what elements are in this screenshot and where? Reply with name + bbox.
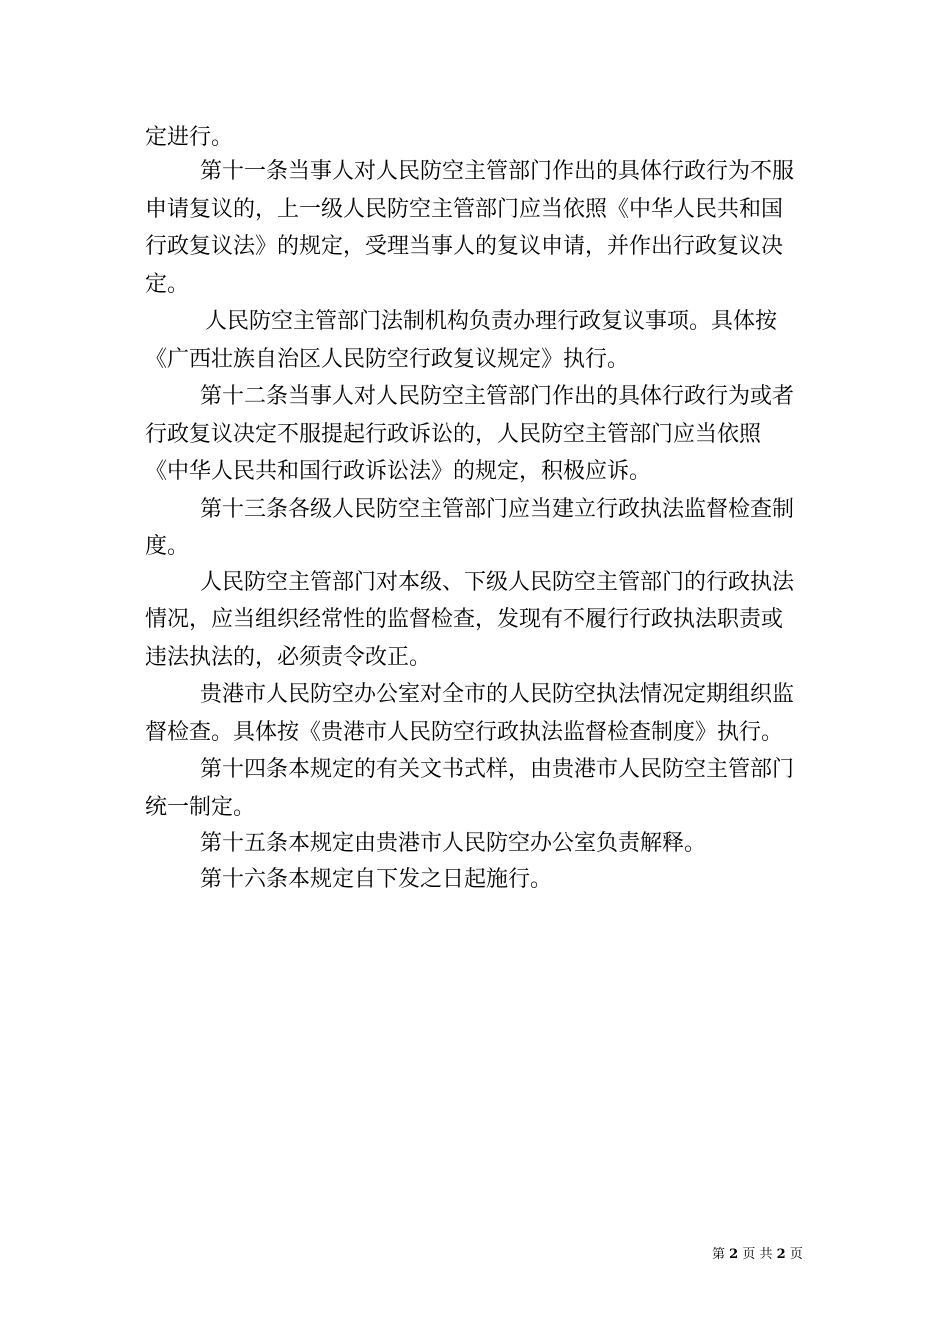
- article-11-line: 第十一条当事人对人民防空主管部门作出的具体行政行为不服: [200, 159, 795, 184]
- article-15-line: 第十五条本规定由贵港市人民防空办公室负责解释。: [200, 831, 707, 856]
- paragraph-line: 督检查。具体按《贵港市人民防空行政执法监督检查制度》执行。: [145, 720, 784, 745]
- paragraph-line: 行政复议法》的规定，受理当事人的复议申请，并作出行政复议决: [145, 234, 784, 259]
- paragraph-line: 贵港市人民防空办公室对全市的人民防空执法情况定期组织监: [200, 682, 795, 707]
- article-13-line: 第十三条各级人民防空主管部门应当建立行政执法监督检查制: [200, 497, 795, 522]
- article-16-line: 第十六条本规定自下发之日起施行。: [200, 867, 553, 892]
- footer-suffix: 页: [789, 1247, 803, 1262]
- footer-prefix: 第: [712, 1247, 726, 1262]
- current-page-number: 2: [729, 1247, 739, 1262]
- paragraph-line: 申请复议的，上一级人民防空主管部门应当依照《中华人民共和国: [145, 197, 784, 222]
- paragraph-line: 行政复议决定不服提起行政诉讼的，人民防空主管部门应当依照: [145, 422, 762, 447]
- paragraph-line: 违法执法的，必须责令改正。: [145, 645, 432, 670]
- paragraph-line: 定进行。: [145, 125, 234, 150]
- total-pages-number: 2: [776, 1247, 786, 1262]
- paragraph-line: 度。: [145, 534, 190, 559]
- paragraph-line: 人民防空主管部门法制机构负责办理行政复议事项。具体按: [205, 309, 778, 334]
- page-footer: [712, 1246, 803, 1264]
- footer-middle: 页 共: [742, 1247, 773, 1262]
- article-12-line: 第十二条当事人对人民防空主管部门作出的具体行政行为或者: [200, 384, 795, 409]
- paragraph-line: 《中华人民共和国行政诉讼法》的规定，积极应诉。: [145, 459, 652, 484]
- paragraph-line: 情况，应当组织经常性的监督检查，发现有不履行行政执法职责或: [145, 607, 784, 632]
- paragraph-line: 定。: [145, 272, 190, 297]
- article-14-line: 第十四条本规定的有关文书式样，由贵港市人民防空主管部门: [200, 757, 795, 782]
- paragraph-line: 统一制定。: [145, 795, 256, 820]
- paragraph-line: 人民防空主管部门对本级、下级人民防空主管部门的行政执法: [200, 570, 795, 595]
- paragraph-line: 《广西壮族自治区人民防空行政复议规定》执行。: [145, 347, 630, 372]
